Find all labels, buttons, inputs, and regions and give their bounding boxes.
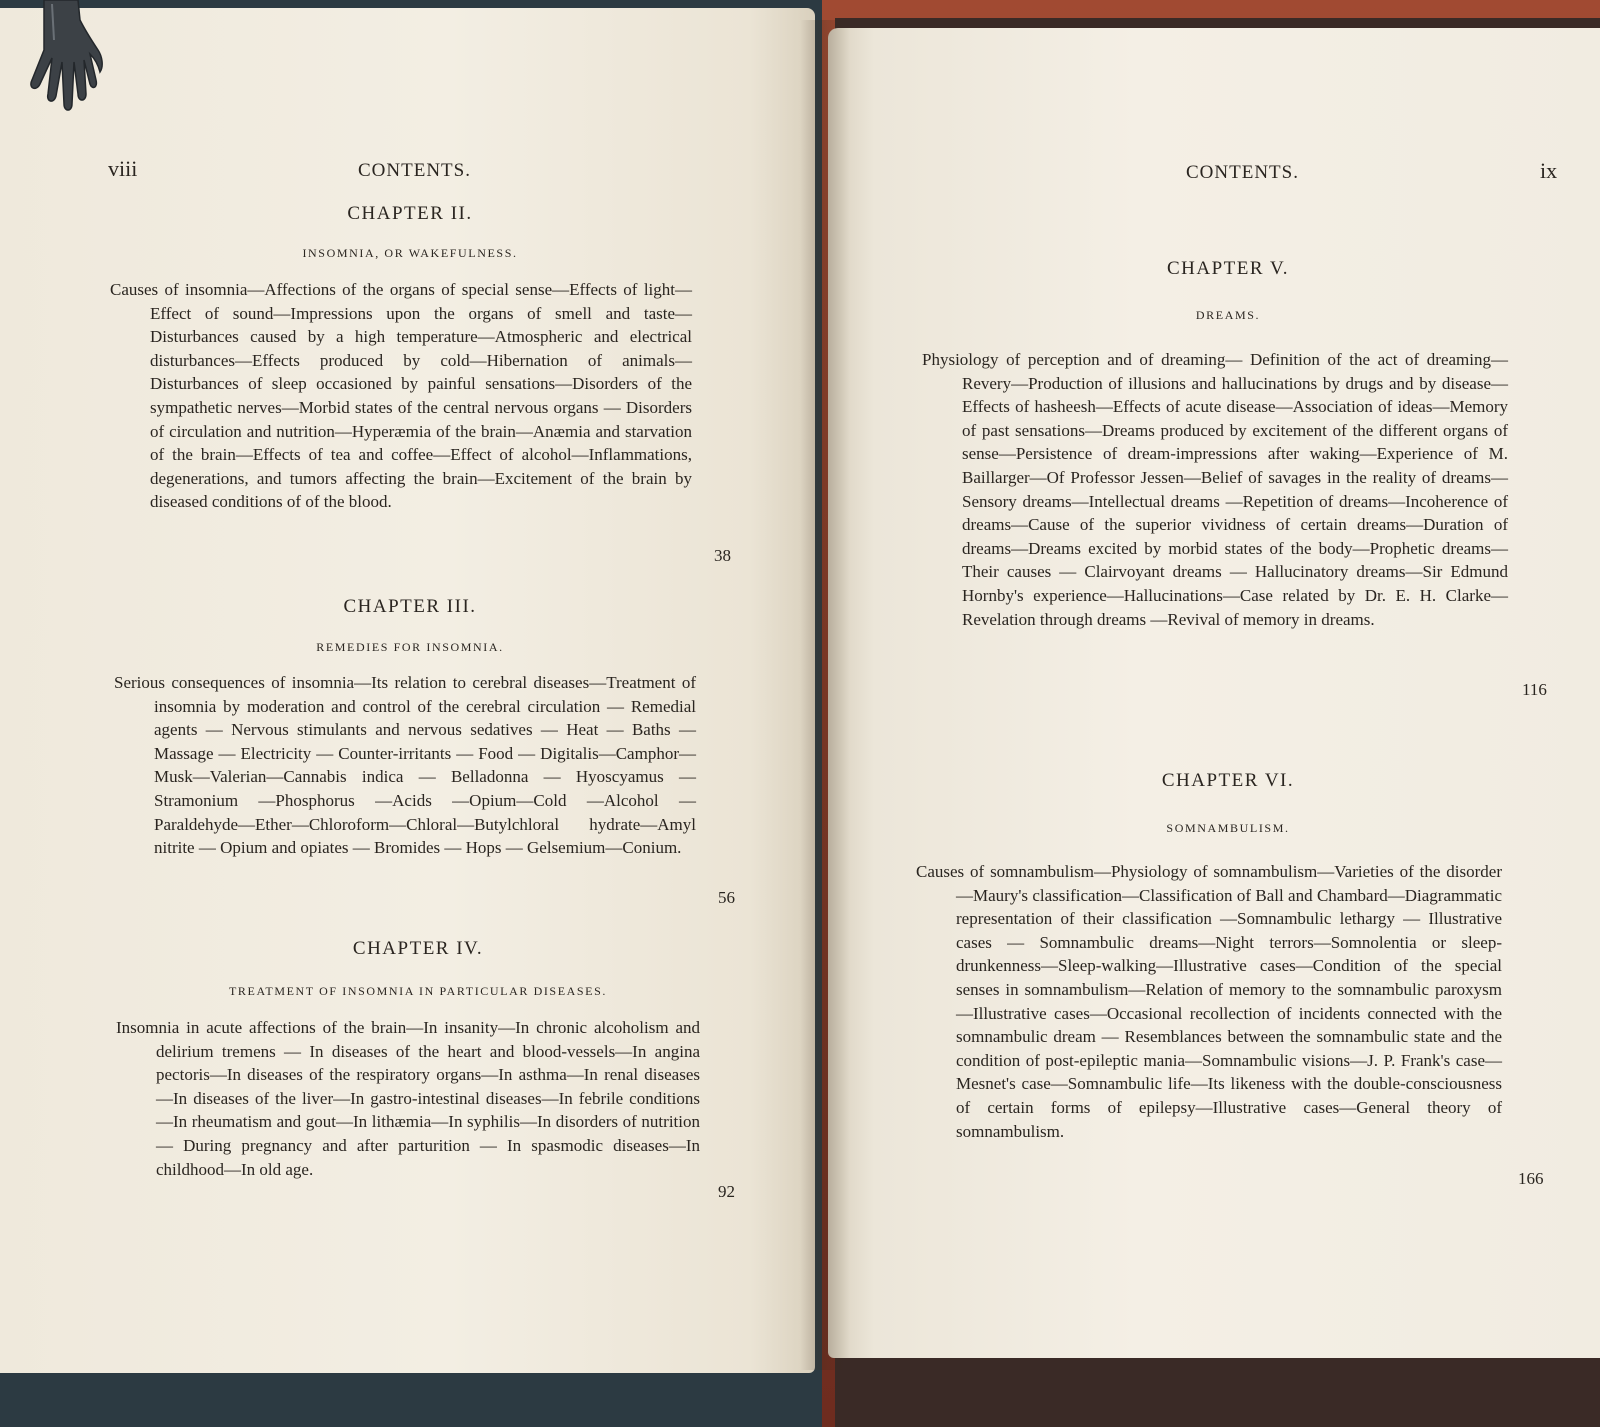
chapter-3-text: Serious consequences of insomnia—Its relation to cerebral diseases—Treatment of insomnia by moderation and control of the cerebral circulation — Remedial agents — Nervous stimulants and nervous sedatives — Heat — Baths — Massage — Electricity — Counter-irritants — Food — Digitalis—Camphor—Musk—Valerian—Cannabis indica — Belladonna — Hyoscyamus — Stramonium —Phosphorus —Acids —Opium—Cold —Alcohol — Paraldehyde—Ether—Chloroform—Chloral—Butylchloral hydrate—Amyl nitrite — Opium and opiates — Bromides — Hops — Gelsemium—Conium. [114,673,696,858]
chapter-2-subtitle: INSOMNIA, OR WAKEFULNESS. [302,246,518,260]
chapter-3-page: 56 [718,888,735,907]
chapter-4-page: 92 [718,1182,735,1201]
chapter-2-page: 38 [714,546,731,565]
chapter-6-text: Causes of somnambulism—Physiology of somnambulism—Varieties of the disorder—Maury's classification—Classification of Ball and Chambard—Diagrammatic representation of their classification —Somnambulic lethargy — Illustrative cases — Somnambulic dreams—Night terrors—Somnolentia or sleep-drunkenness—Sleep-walking—Illustrative cases—Condition of the special senses in somnambulism—Relation of memory to the somnambulic paroxysm—Illustrative cases—Occasional recollection of incidents connected with the somnambulic dream — Resemblances between the somnambulic state and the condition of post-epileptic mania—Somnambulic visions—J. P. Frank's case—Mesnet's case—Somnambulic life—Its likeness with the double-consciousness of certain forms of epilepsy—Illustrative cases—General theory of somnambulism. [916,862,1502,1141]
running-head-left: CONTENTS. [358,160,471,181]
chapter-5-subtitle: DREAMS. [1195,308,1261,322]
chapter-4-subtitle: TREATMENT OF INSOMNIA IN PARTICULAR DISEASES. [229,984,607,998]
chapter-2-entry [110,278,692,514]
chapter-5-page: 116 [1522,680,1547,699]
chapter-4-text: Insomnia in acute affections of the brain—In insanity—In chronic alcoholism and delirium tremens — In diseases of the heart and blood-vessels—In angina pectoris—In diseases of the respiratory organs—In asthma—In renal diseases—In diseases of the liver—In gastro-intestinal diseases—In febrile conditions—In rheumatism and gout—In lithæmia—In syphilis—In disorders of nutrition — During pregnancy and after parturition — In spasmodic diseases—In childhood—In old age. [116,1018,700,1179]
chapter-3-subtitle: REMEDIES FOR INSOMNIA. [316,640,504,654]
right-page [828,28,1600,1358]
chapter-6-title: CHAPTER VI. [1161,770,1295,791]
folio-right: ix [1540,158,1558,183]
chapter-4-title: CHAPTER IV. [352,938,484,959]
chapter-3-entry [114,671,696,860]
chapter-6-subtitle: SOMNAMBULISM. [1166,821,1290,835]
chapter-2-text: Causes of insomnia—Affections of the organs of special sense—Effects of light—Effect of sound—Impressions upon the organs of smell and taste—Disturbances caused by a high temperature—Atmospheric and electrical disturbances—Effects produced by cold—Hibernation of animals—Disturbances of sleep occasioned by painful sensations—Disorders of the sympathetic nerves—Morbid states of the central nervous organs — Disorders of circulation and nutrition—Hyperæmia of the brain—Anæmia and starvation of the brain—Effects of tea and coffee—Effect of alcohol—Inflammations, degenerations, and tumors affecting the brain—Excitement of the brain by diseased conditions of of the blood. [110,280,692,512]
chapter-5-text: Physiology of perception and of dreaming— Definition of the act of dreaming—Revery—Production of illusions and hallucinations by drugs and by disease—Effects of hasheesh—Effects of acute disease—Association of ideas—Memory of past sensations—Dreams produced by excitement of the different organs of sense—Persistence of dream-impressions after waking—Experience of M. Baillarger—Of Professor Jessen—Belief of savages in the reality of dreams—Sensory dreams—Intellectual dreams —Repetition of dreams—Incoherence of dreams—Cause of the superior vividness of certain dreams—Duration of dreams—Dreams excited by morbid states of the body—Prophetic dreams—Their causes — Clairvoyant dreams — Hallucinatory dreams—Sir Edmund Hornby's experience—Hallucinations—Case related by Dr. E. H. Clarke—Revelation through dreams —Revival of memory in dreams. [922,350,1508,629]
chapter-4-entry [116,1016,700,1181]
chapter-2-title: CHAPTER II. [347,203,473,224]
chapter-6-entry [916,860,1502,1143]
gutter-shadow [800,20,850,1370]
hand-bookmark-icon [14,0,109,118]
chapter-6-page: 166 [1518,1169,1544,1188]
chapter-5-title: CHAPTER V. [1167,258,1289,279]
running-head-right: CONTENTS. [1186,162,1299,183]
chapter-3-title: CHAPTER III. [343,596,477,617]
chapter-5-entry [922,348,1508,631]
left-page [0,8,815,1373]
folio-left: viii [108,156,138,181]
